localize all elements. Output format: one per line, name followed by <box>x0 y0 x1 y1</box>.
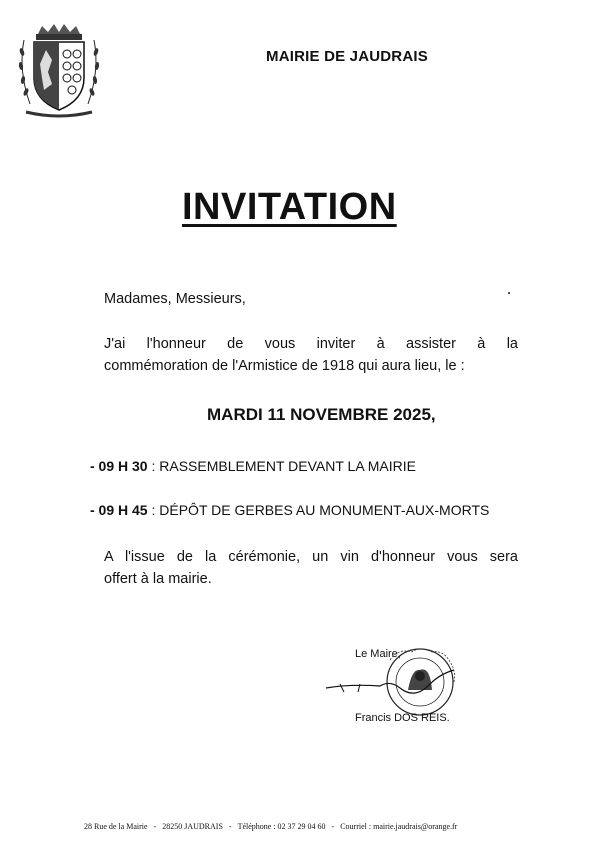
footer-email: Courriel : mairie.jaudrais@orange.fr <box>340 822 458 831</box>
footer-address: 28 Rue de la Mairie <box>84 822 148 831</box>
town-hall-title: MAIRIE DE JAUDRAIS <box>266 48 428 65</box>
signer-title: Le Maire, <box>355 648 401 660</box>
closing-line-1: A l'issue de la cérémonie, un vin d'honneur vous sera <box>104 549 518 565</box>
footer-phone: Téléphone : 02 37 29 04 60 <box>237 822 326 831</box>
event-date: MARDI 11 NOVEMBRE 2025, <box>207 405 436 424</box>
schedule-time: - 09 H 30 <box>90 458 148 474</box>
closing-line-2: offert à la mairie. <box>104 571 212 587</box>
intro-paragraph <box>104 333 518 377</box>
municipal-crest-logo <box>16 20 102 120</box>
schedule-item <box>90 458 416 474</box>
schedule-text: : RASSEMBLEMENT DEVANT LA MAIRIE <box>147 458 416 474</box>
signer-name: Francis DOS REIS. <box>355 712 450 724</box>
closing-paragraph <box>104 546 518 590</box>
schedule-time: - 09 H 45 <box>90 502 148 518</box>
scan-speck <box>508 292 510 294</box>
schedule-item <box>90 502 489 518</box>
footer-contact: 28 Rue de la Mairie - 28250 JAUDRAIS - Téléphone : 02 37 29 04 60 - Courriel : mairie.jaudrais@orange.fr <box>84 822 458 831</box>
invitation-heading: INVITATION <box>182 186 397 228</box>
schedule-text: : DÉPÔT DE GERBES AU MONUMENT-AUX-MORTS <box>147 502 490 518</box>
intro-line-2: commémoration de l'Armistice de 1918 qui aura lieu, le : <box>104 358 465 374</box>
salutation: Madames, Messieurs, <box>104 291 246 307</box>
footer-postcode-city: 28250 JAUDRAIS <box>162 822 223 831</box>
intro-line-1: J'ai l'honneur de vous inviter à assister à la <box>104 336 518 352</box>
